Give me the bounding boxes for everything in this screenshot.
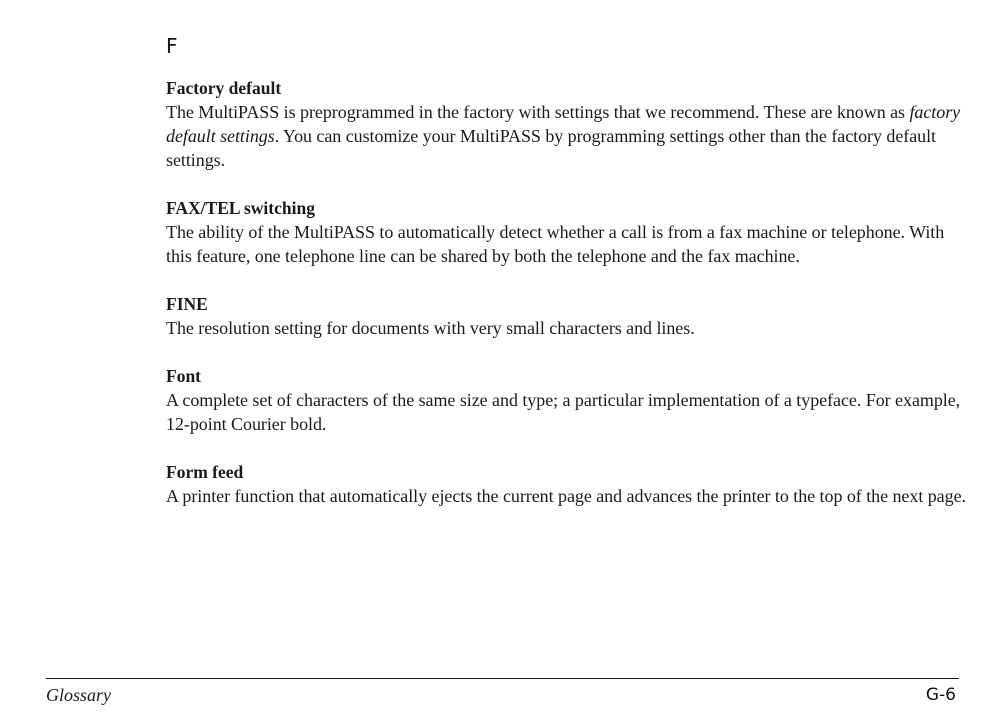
glossary-definition: A printer function that automatically ejects the current page and advances the printer to the top of the next page. [166,486,966,506]
glossary-definition: The resolution setting for documents with very small characters and lines. [166,318,695,338]
glossary-entry-factory-default [166,76,966,172]
glossary-entry-fine [166,292,966,340]
definition-text: . You can customize your MultiPASS by programming settings other than the factory default settings. [166,126,937,170]
glossary-term: FINE [166,294,208,314]
glossary-entries [166,76,966,532]
glossary-definition: The ability of the MultiPASS to automatically detect whether a call is from a fax machine or telephone. With this feature, one telephone line can be shared by both the telephone and the fax machine. [166,222,945,266]
footer-section-name: Glossary [46,685,112,705]
glossary-term: Font [166,366,201,386]
definition-emphasis: factory default settings [166,102,961,146]
glossary-definition: A complete set of characters of the same size and type; a particular implementation of a typeface. For example, 12-point Courier bold. [166,390,961,434]
glossary-term: FAX/TEL switching [166,198,315,218]
glossary-entry-fax-tel-switching [166,196,966,268]
footer-divider [46,678,959,679]
footer-page-number: G-6 [925,685,956,705]
glossary-entry-form-feed [166,460,966,508]
definition-text: The MultiPASS is preprogrammed in the factory with settings that we recommend. These are known as [166,102,910,122]
glossary-definition [166,100,966,172]
glossary-term: Form feed [166,462,244,482]
section-letter-heading: F [166,34,178,58]
glossary-term: Factory default [166,78,282,98]
glossary-entry-font [166,364,966,436]
